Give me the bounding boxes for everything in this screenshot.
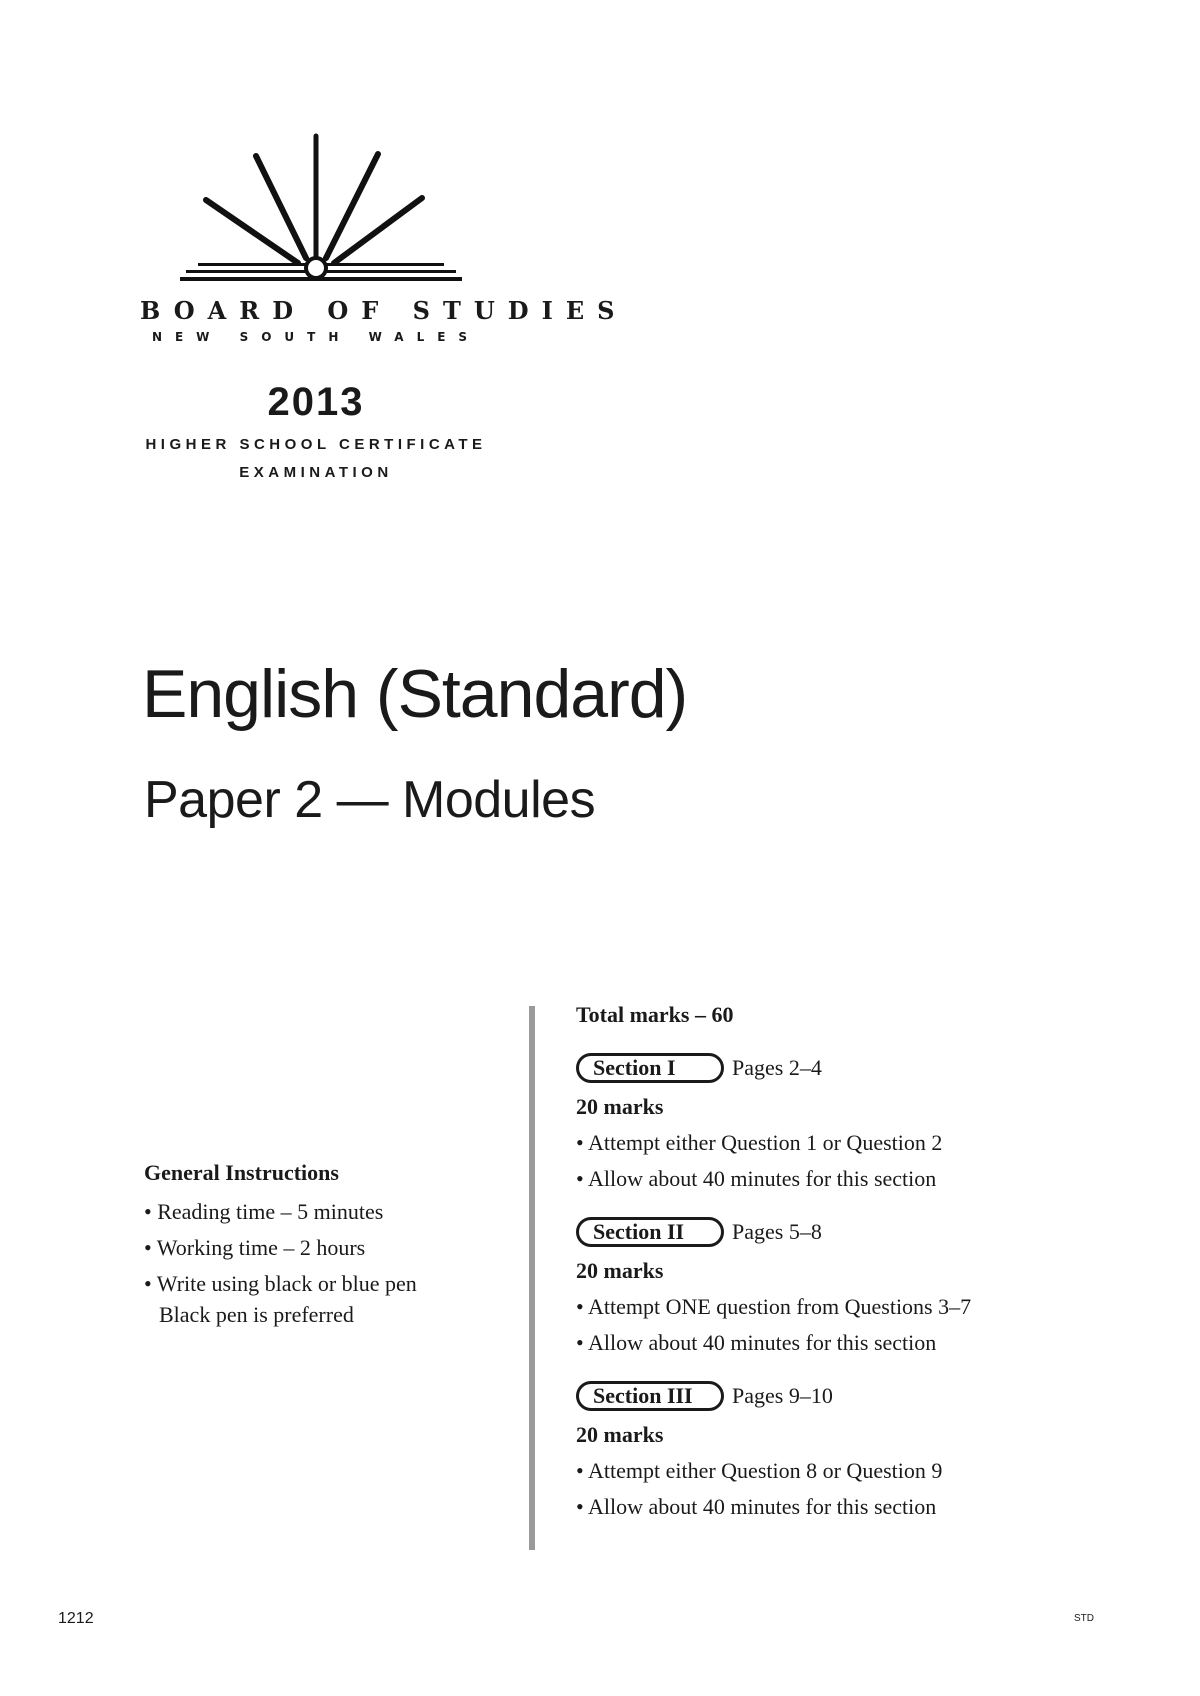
- section-header: [576, 1214, 1136, 1250]
- section-marks: 20 marks: [576, 1258, 664, 1283]
- section-pages: Pages 2–4: [732, 1055, 822, 1080]
- organisation-state: NEW SOUTH WALES: [151, 330, 481, 344]
- section-header: [576, 1050, 1136, 1086]
- exam-structure-panel: [576, 1000, 1136, 1522]
- logo-sun: [306, 258, 326, 278]
- logo-ray: [326, 154, 378, 258]
- section-header: [576, 1378, 1136, 1414]
- section-pages: Pages 9–10: [732, 1383, 833, 1408]
- organisation-name: BOARD OF STUDIES: [140, 296, 628, 325]
- exam-name-line2: EXAMINATION: [239, 464, 393, 481]
- section-pages: Pages 5–8: [732, 1219, 822, 1244]
- instruction-item-text: • Write using black or blue pen: [144, 1271, 417, 1296]
- section-instruction: • Allow about 40 minutes for this section: [576, 1494, 937, 1519]
- exam-year: 2013: [267, 380, 365, 424]
- paper-tag: STD: [1074, 1613, 1094, 1624]
- instruction-item: • Working time – 2 hours: [144, 1235, 366, 1260]
- general-instructions-heading: General Instructions: [144, 1160, 339, 1185]
- section-marks: 20 marks: [576, 1094, 664, 1119]
- column-divider: [529, 1006, 535, 1550]
- instruction-item-continuation: Black pen is preferred: [159, 1302, 354, 1327]
- paper-code: 1212: [58, 1610, 94, 1627]
- paper-subtitle: Paper 2 — Modules: [144, 771, 596, 829]
- logo-ray: [334, 198, 422, 263]
- section-instruction: • Attempt either Question 1 or Question 2: [576, 1130, 943, 1155]
- section-marks: 20 marks: [576, 1422, 664, 1447]
- total-marks: Total marks – 60: [576, 1002, 734, 1027]
- instruction-item: [144, 1268, 504, 1330]
- section-2: [576, 1214, 1136, 1358]
- section-3: [576, 1378, 1136, 1522]
- section-instruction: • Allow about 40 minutes for this section: [576, 1166, 937, 1191]
- section-instruction: • Attempt ONE question from Questions 3–7: [576, 1294, 972, 1319]
- exam-name-line1: HIGHER SCHOOL CERTIFICATE: [145, 436, 487, 453]
- section-label-pill: Section II: [576, 1217, 724, 1247]
- section-label-pill: Section III: [576, 1381, 724, 1411]
- section-instruction: • Allow about 40 minutes for this section: [576, 1330, 937, 1355]
- section-instruction: • Attempt either Question 8 or Question 9: [576, 1458, 943, 1483]
- board-of-studies-logo: [140, 130, 500, 290]
- paper-title: English (Standard): [142, 656, 688, 732]
- section-1: [576, 1050, 1136, 1194]
- general-instructions-list: [144, 1196, 504, 1335]
- instruction-item: • Reading time – 5 minutes: [144, 1199, 384, 1224]
- section-label-pill: Section I: [576, 1053, 724, 1083]
